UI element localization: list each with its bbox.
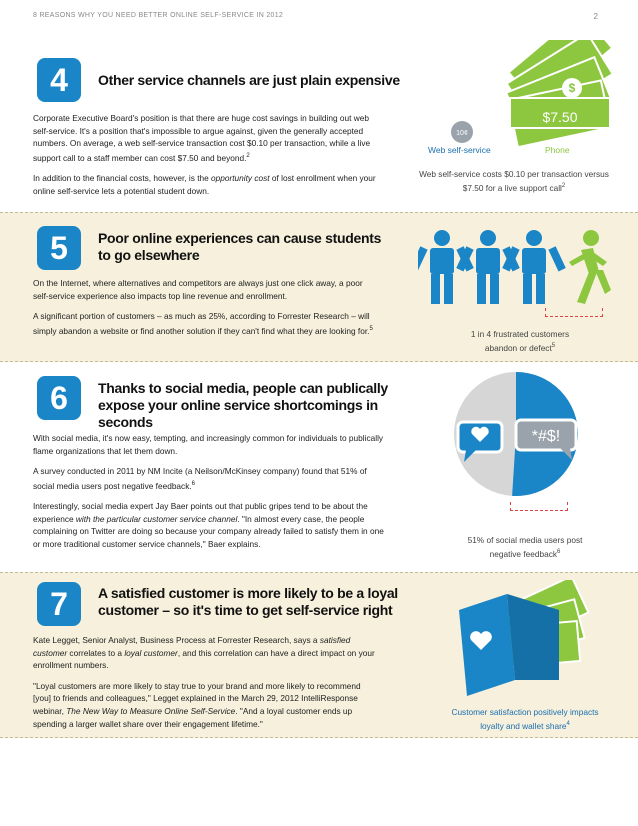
section-7-paragraph-1-a: Kate Legget, Senior Analyst, Business Process at Forrester Research, says a [33,635,320,645]
section-6-number: 6 [37,376,81,420]
section-5-number: 5 [37,226,81,270]
phone-label: Phone [545,145,570,155]
running-person-icon [569,230,611,304]
section-7-caption-line-2: loyalty and wallet share [480,720,567,731]
section-6-emphasis: with the particular customer service channel [75,513,238,524]
wallet-graphic [455,580,595,698]
section-7-paragraph-1-b: correlates to a [67,647,125,658]
section-4-caption-text: Web self-service costs $0.10 per transaction versus $7.50 for a live support call [419,169,609,193]
heart-wallet-icon [459,594,559,696]
section-4-title: Other service channels are just plain expensive [98,72,400,88]
section-7-title [98,585,418,619]
footnote-ref: 5 [551,343,556,349]
section-7-emphasis-1: satisfied customer [33,635,351,658]
footnote-ref: 2 [246,152,250,159]
section-4-emphasis: opportunity cost [211,173,270,184]
section-7-body [33,634,378,738]
section-5-caption-line-2: abandon or defect [484,342,552,353]
section-6-title-line-2: expose your online service shortcomings in seconds [98,397,378,430]
footnote-ref: 6 [191,480,195,487]
section-5-paragraph-1: On the Internet, where alternatives and competitors are always just one click away, a poor self-service experience also impacts top line revenue and enrollment. [33,278,363,301]
section-7-paragraph-2-a: "Loyal customers are more likely to stay true to your brand and more likely to recommend [you] to friends and colleagues," Legget explained in the March 29, 2012 IntelliResponse webinar, [33,680,361,716]
coin-label: 10¢ [456,130,468,137]
footnote-ref: 5 [369,325,373,332]
bubble-text: *#$! [531,428,561,445]
section-4-number: 4 [37,58,81,102]
section-5-title-line-1: Poor online experiences can cause students [98,230,382,246]
section-6-caption-line-2: negative feedback [489,548,557,559]
section-7-caption [430,706,620,732]
section-5-title-line-2: to go elsewhere [98,247,200,263]
section-6-paragraph-3-a: Interestingly, social media expert Jay Baer points out that public gripes tend to be about the experience [33,501,368,524]
page-number: 2 [593,12,598,21]
section-5-body [33,277,378,345]
section-5-caption [430,328,610,354]
section-4-paragraph-2-a: In addition to the financial costs, however, is the [33,173,212,184]
dollar-bills-icon [506,40,612,147]
footnote-ref: 6 [557,549,561,555]
section-6-title [98,380,428,431]
section-6-paragraph-2: A survey conducted in 2011 by NM Incite (a Neilson/McKinsey company) found that 51% of social media users post negative feedback. [33,466,367,491]
section-5-title [98,230,418,264]
dashed-bracket [510,502,568,511]
section-4-paragraph-1: Corporate Executive Board's position is that there are huge cost savings in building out web self-service. It's a position that's impossible to argue against, given the generally accepted numbers. On average, a web self-service transaction cost $0.10 per transaction, while a live support call to a staff member can cost $7.50 and beyond. [33,113,371,163]
dashed-bracket [545,308,603,317]
section-6-body [33,432,388,559]
document-header-title: 8 REASONS WHY YOU NEED BETTER ONLINE SELF-SERVICE IN 2012 [33,12,284,19]
section-4-paragraph-2-b: of lost enrollment when your online self-service lets a potential student down. [33,173,376,196]
svg-text:$: $ [568,81,576,95]
bill-amount-label: $7.50 [542,109,578,125]
section-7-title-line-1: A satisfied customer is more likely to be a loyal [98,585,398,601]
section-7-paragraph-1-c: , and this correlation can have a direct impact on your enrollment numbers. [33,647,375,671]
people-figures-graphic [418,228,618,318]
footnote-ref: 4 [566,721,570,727]
footnote-ref: 2 [561,183,566,189]
section-6-paragraph-3-b: . "In almost every case, the people complaining on Twitter are doing so because your company already failed to satisfy them in one or more traditional customer service channels," Baer explains. [33,513,384,549]
section-6-caption-line-1: 51% of social media users post [467,535,583,545]
section-7-caption-line-1: Customer satisfaction positively impacts [451,707,599,717]
section-4-body [33,112,378,205]
section-4-caption [418,168,610,194]
section-7-paragraph-2-b: . "And a loyal customer ends up spending a larger wallet share over their engagement lifetime." [33,705,353,729]
section-7-emphasis-3: The New Way to Measure Online Self-Service [66,705,236,716]
web-self-service-label: Web self-service [428,145,491,155]
section-6-caption [430,534,620,560]
section-5-caption-line-1: 1 in 4 frustrated customers [470,329,570,339]
section-7-title-line-2: customer – so it's time to get self-service right [98,602,393,618]
social-media-pie-graphic [450,368,590,500]
section-5-paragraph-2: A significant portion of customers – as much as 25%, according to Forrester Research – will simply abandon a website or find another solution if they can't find what they are looking for. [33,311,370,336]
section-7-emphasis-2: loyal customer [124,647,178,658]
section-6-paragraph-1: With social media, it's now easy, tempting, and increasingly common for individuals to publically flame organizations that let them down. [33,433,384,456]
section-6-title-line-1: Thanks to social media, people can publically [98,380,388,396]
section-7-number: 7 [37,582,81,626]
coin-icon [451,121,473,143]
